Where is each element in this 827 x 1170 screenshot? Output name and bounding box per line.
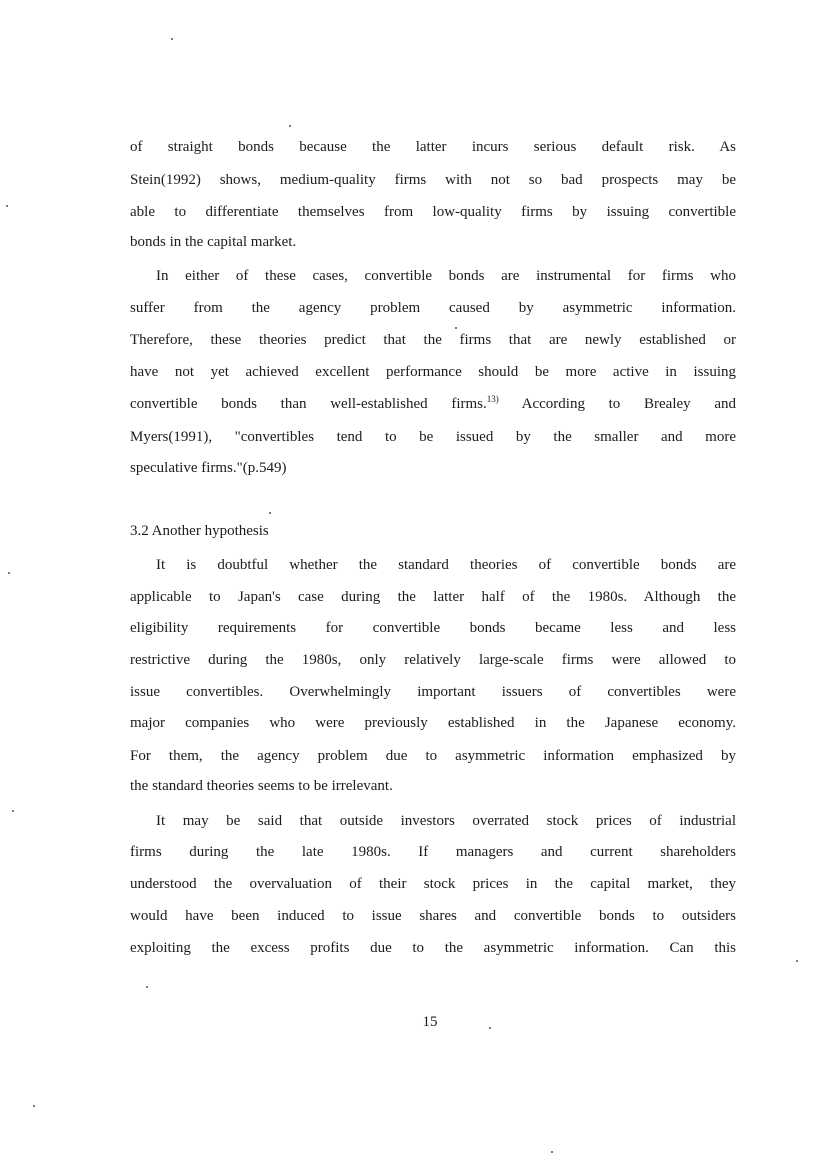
text-line-with-footnote (130, 394, 736, 414)
scan-speck (33, 1105, 35, 1107)
text-line: able to differentiate themselves from low-quality firms by issuing convertible (130, 204, 736, 220)
text-line: the standard theories seems to be irrelevant. (130, 778, 393, 794)
scan-speck (146, 986, 148, 988)
text-line: For them, the agency problem due to asymmetric information emphasized by (130, 748, 736, 764)
text-line: major companies who were previously established in the Japanese economy. (130, 715, 736, 731)
footnote-marker: 13) (486, 394, 499, 404)
text-line: restrictive during the 1980s, only relatively large-scale firms were allowed to (130, 652, 736, 668)
text-line: Therefore, these theories predict that the firms that are newly established or (130, 332, 736, 348)
scan-speck (796, 960, 798, 962)
text-line: of straight bonds because the latter incurs serious default risk. As (130, 139, 736, 155)
scan-speck (171, 38, 173, 40)
text-line: have not yet achieved excellent performance should be more active in issuing (130, 364, 736, 380)
text-line: understood the overvaluation of their stock prices in the capital market, they (130, 876, 736, 892)
scan-speck (269, 512, 271, 514)
text-line: It may be said that outside investors overrated stock prices of industrial (156, 813, 736, 829)
scan-speck (489, 1027, 491, 1029)
text-line: speculative firms."(p.549) (130, 460, 287, 476)
page-number: 15 (422, 1014, 438, 1030)
scan-speck (551, 1151, 553, 1153)
text-line: In either of these cases, convertible bonds are instrumental for firms who (156, 268, 736, 284)
section-heading: 3.2 Another hypothesis (130, 523, 269, 539)
text-line: bonds in the capital market. (130, 234, 297, 250)
text-line: suffer from the agency problem caused by asymmetric information. (130, 300, 736, 316)
text-line: applicable to Japan's case during the latter half of the 1980s. Although the (130, 589, 736, 605)
text-fragment: According to Brealey and (498, 396, 736, 412)
text-line: eligibility requirements for convertible bonds became less and less (130, 620, 736, 636)
text-line: firms during the late 1980s. If managers and current shareholders (130, 844, 736, 860)
text-fragment: convertible bonds than well-established firms. (130, 396, 487, 412)
text-line: would have been induced to issue shares and convertible bonds to outsiders (130, 908, 736, 924)
scan-speck (8, 572, 10, 574)
scan-speck (6, 205, 8, 207)
scan-speck (12, 810, 14, 812)
text-line: Stein(1992) shows, medium-quality firms with not so bad prospects may be (130, 172, 736, 188)
text-line: issue convertibles. Overwhelmingly important issuers of convertibles were (130, 684, 736, 700)
text-line: exploiting the excess profits due to the asymmetric information. Can this (130, 940, 736, 956)
scan-speck (455, 327, 457, 329)
text-line: Myers(1991), "convertibles tend to be issued by the smaller and more (130, 429, 736, 445)
text-line: It is doubtful whether the standard theories of convertible bonds are (156, 557, 736, 573)
scan-speck (289, 125, 291, 127)
